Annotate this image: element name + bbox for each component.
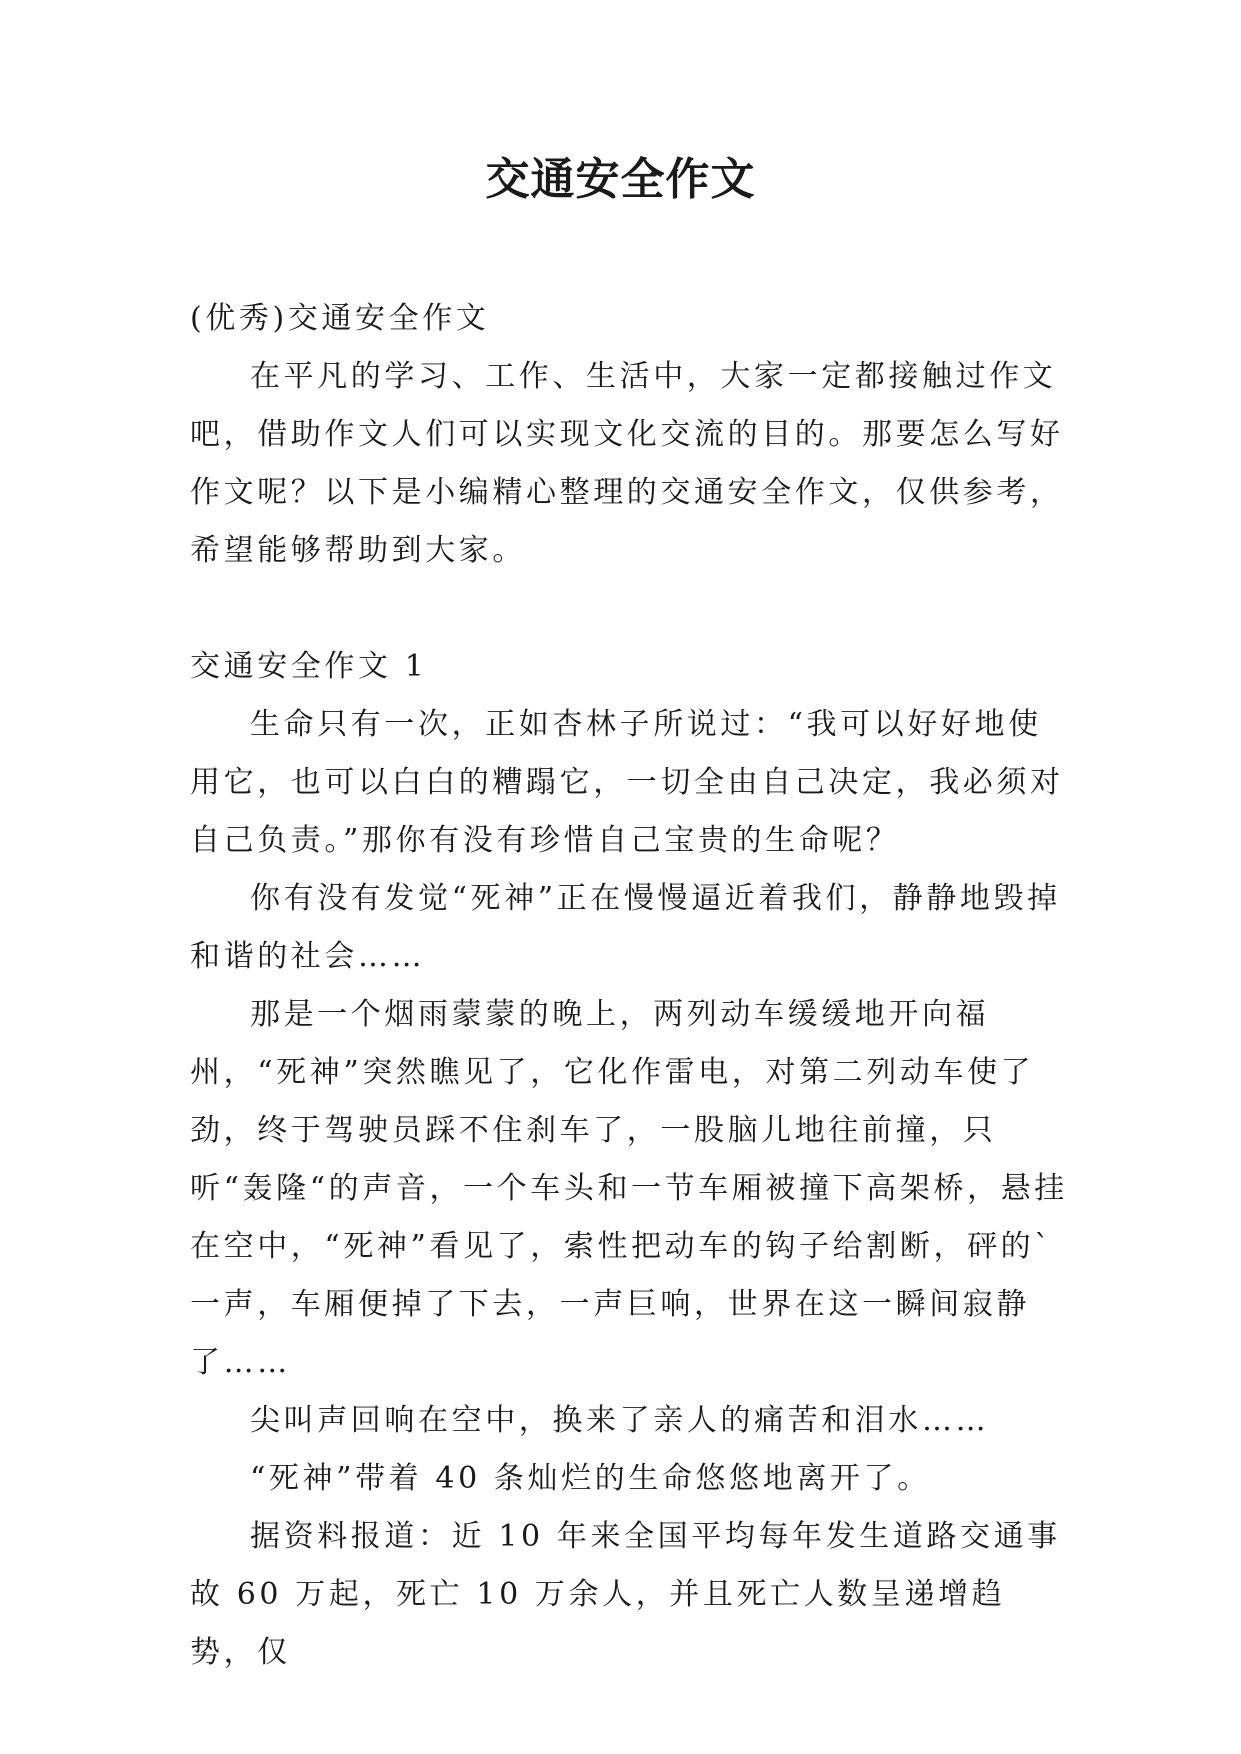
section-heading: 交通安全作文 1	[190, 649, 428, 684]
intro-paragraph: 在平凡的学习、工作、生活中，大家一定都接触过作文吧，借助作文人们可以实现文化交流的目的。那要怎么写好作文呢？以下是小编精心整理的交通安全作文，仅供参考，希望能够帮助到大家。	[190, 359, 1064, 568]
body-paragraph-4: 尖叫声回响在空中，换来了亲人的痛苦和泪水……	[250, 1403, 990, 1438]
body-paragraph-1: 生命只有一次，正如杏林子所说过：“我可以好好地使用它，也可以白白的糟蹋它，一切全由自己决定，我必须对自己负责。”那你有没有珍惜自己宝贵的生命呢？	[190, 707, 1064, 858]
document-body	[190, 290, 1070, 1682]
body-paragraph-3: 那是一个烟雨蒙蒙的晚上，两列动车缓缓地开向福州，“死神”突然瞧见了，它化作雷电，对第二列动车使了劲，终于驾驶员踩不住刹车了，一股脑儿地往前撞，只听“轰隆“的声音，一个车头和一节车厢被撞下高架桥，悬挂在空中，“死神”看见了，索性把动车的钩子给割断，砰的`一声，车厢便掉了下去，一声巨响，世界在这一瞬间寂静了……	[190, 997, 1068, 1380]
document-subtitle: (优秀)交通安全作文	[190, 301, 490, 336]
document-title: 交通安全作文	[485, 154, 756, 205]
body-paragraph-6: 据资料报道：近 10 年来全国平均每年发生道路交通事故 60 万起，死亡 10 万余人，并且死亡人数呈递增趋势，仅	[190, 1519, 1061, 1670]
body-paragraph-5: “死神”带着 40 条灿烂的生命悠悠地离开了。	[250, 1461, 931, 1496]
body-paragraph-2: 你有没有发觉“死神”正在慢慢逼近着我们，静静地毁掉和谐的社会……	[190, 881, 1061, 974]
section-spacer	[190, 580, 1070, 638]
